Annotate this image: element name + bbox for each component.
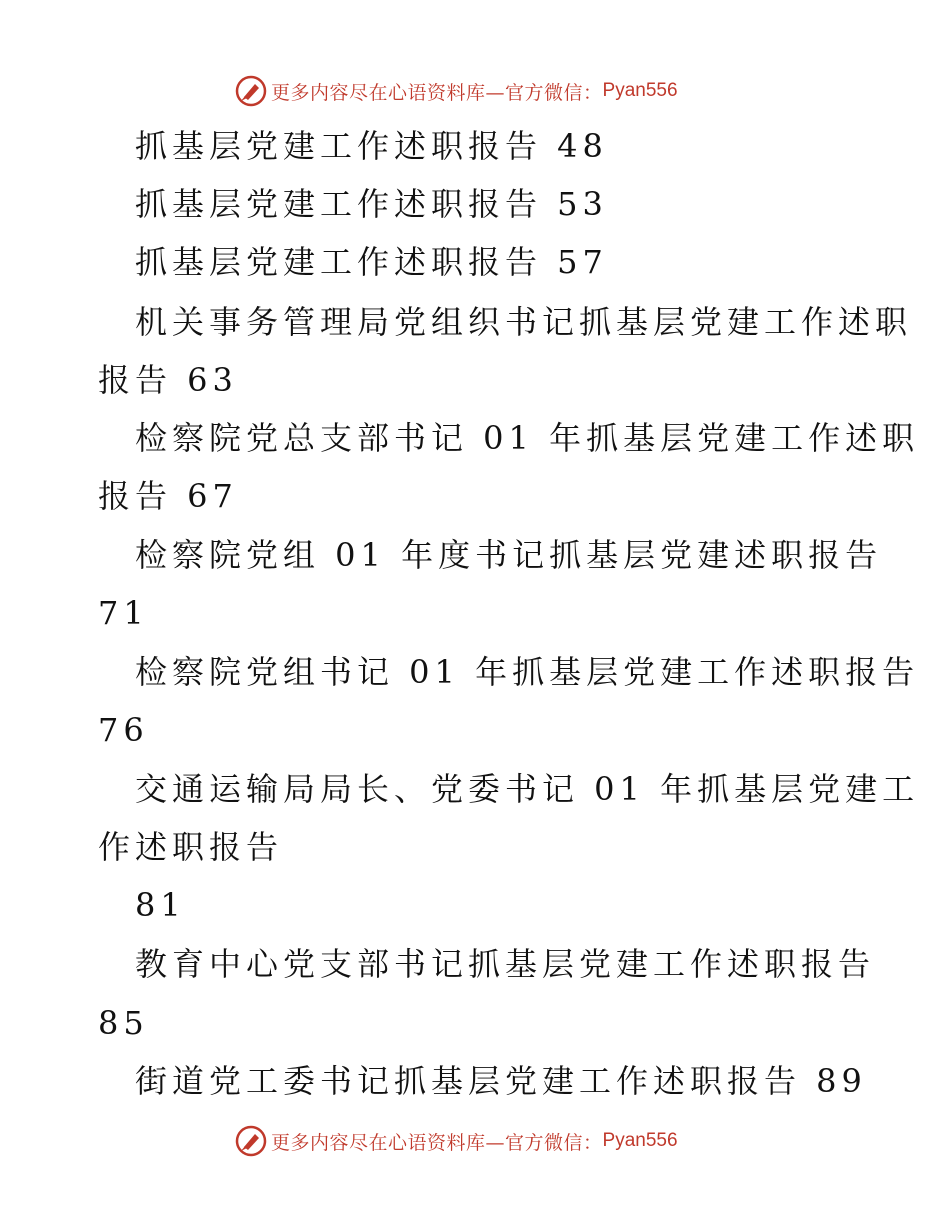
- toc-line: 教育中心党支部书记抓基层党建工作述职报告: [135, 945, 876, 983]
- watermark-wechat-id: Pyan556: [602, 1130, 678, 1151]
- toc-line: 检察院党总支部书记 01 年抓基层党建工作述职: [135, 419, 920, 457]
- toc-line: 76: [98, 711, 149, 749]
- watermark-header: [235, 74, 678, 108]
- logo-icon: [235, 75, 267, 107]
- watermark-text: 更多内容尽在心语资料库—官方微信：: [271, 1131, 603, 1154]
- toc-line: 机关事务管理局党组织书记抓基层党建工作述职: [135, 303, 913, 341]
- toc-line: 交通运输局局长、党委书记 01 年抓基层党建工: [135, 770, 920, 808]
- toc-line: 抓基层党建工作述职报告 57: [135, 243, 608, 281]
- toc-line: 81: [135, 886, 186, 924]
- watermark-text: 更多内容尽在心语资料库—官方微信：: [271, 81, 603, 104]
- watermark-footer: [235, 1124, 678, 1158]
- toc-line: 抓基层党建工作述职报告 53: [135, 185, 608, 223]
- logo-icon: [235, 1125, 267, 1157]
- watermark-wechat-id: Pyan556: [602, 80, 678, 101]
- toc-line: 作述职报告: [98, 828, 284, 866]
- toc-line: 检察院党组书记 01 年抓基层党建工作述职报告: [135, 653, 920, 691]
- toc-line: 71: [98, 594, 149, 632]
- toc-line: 报告 63: [98, 361, 238, 399]
- toc-line: 抓基层党建工作述职报告 48: [135, 127, 608, 165]
- toc-line: 检察院党组 01 年度书记抓基层党建述职报告: [135, 536, 883, 574]
- toc-line: 街道党工委书记抓基层党建工作述职报告 89: [135, 1062, 867, 1100]
- toc-line: 85: [98, 1004, 149, 1042]
- toc-line: 报告 67: [98, 477, 238, 515]
